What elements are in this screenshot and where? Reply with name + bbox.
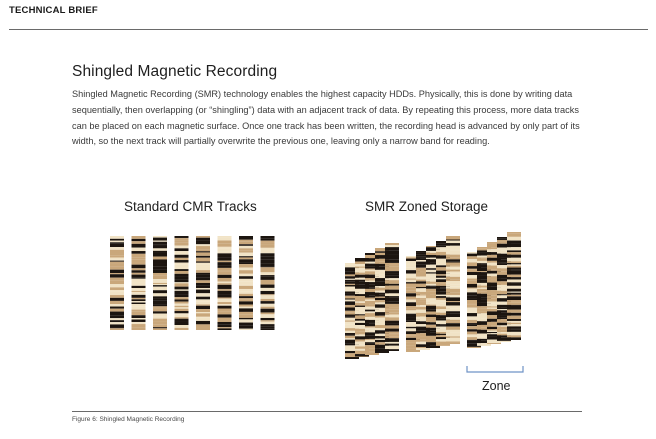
smr-zone (406, 236, 460, 352)
section-title: Shingled Magnetic Recording (72, 63, 278, 80)
cmr-diagram-title: Standard CMR Tracks (124, 199, 257, 214)
smr-diagram-title: SMR Zoned Storage (365, 199, 489, 214)
section-body: Shingled Magnetic Recording (SMR) technology enables the highest capacity HDDs. Physically, this is done by writing data sequentially, then overlapping (or “shingling”) data with an adjacent track of data. By repeating this process, more data tracks can be placed on each magnetic surface. Once one track has been written, the recording head is advanced by only part of its width, so the next track will partially overwrite the previous one, leaving only a narrow band for reading. (72, 89, 580, 147)
footer-divider (72, 411, 582, 412)
document-header-label: TECHNICAL BRIEF (9, 5, 98, 16)
cmr-track (239, 236, 253, 330)
smr-shingled-track (507, 232, 521, 340)
smr-zone (345, 243, 399, 359)
smr-zones-diagram (345, 232, 521, 359)
cmr-track (132, 236, 146, 330)
cmr-track (153, 236, 167, 330)
zone-bracket (467, 366, 523, 372)
smr-shingled-track (446, 236, 460, 344)
cmr-track (261, 236, 275, 330)
cmr-track (196, 236, 210, 330)
cmr-tracks-diagram (110, 236, 275, 330)
cmr-track (218, 236, 232, 330)
cmr-track (110, 236, 124, 330)
smr-shingled-track (385, 243, 399, 351)
cmr-track (175, 236, 189, 330)
zone-label: Zone (482, 379, 511, 393)
smr-zone (467, 232, 521, 348)
figure-caption: Figure 6: Shingled Magnetic Recording (72, 416, 185, 423)
